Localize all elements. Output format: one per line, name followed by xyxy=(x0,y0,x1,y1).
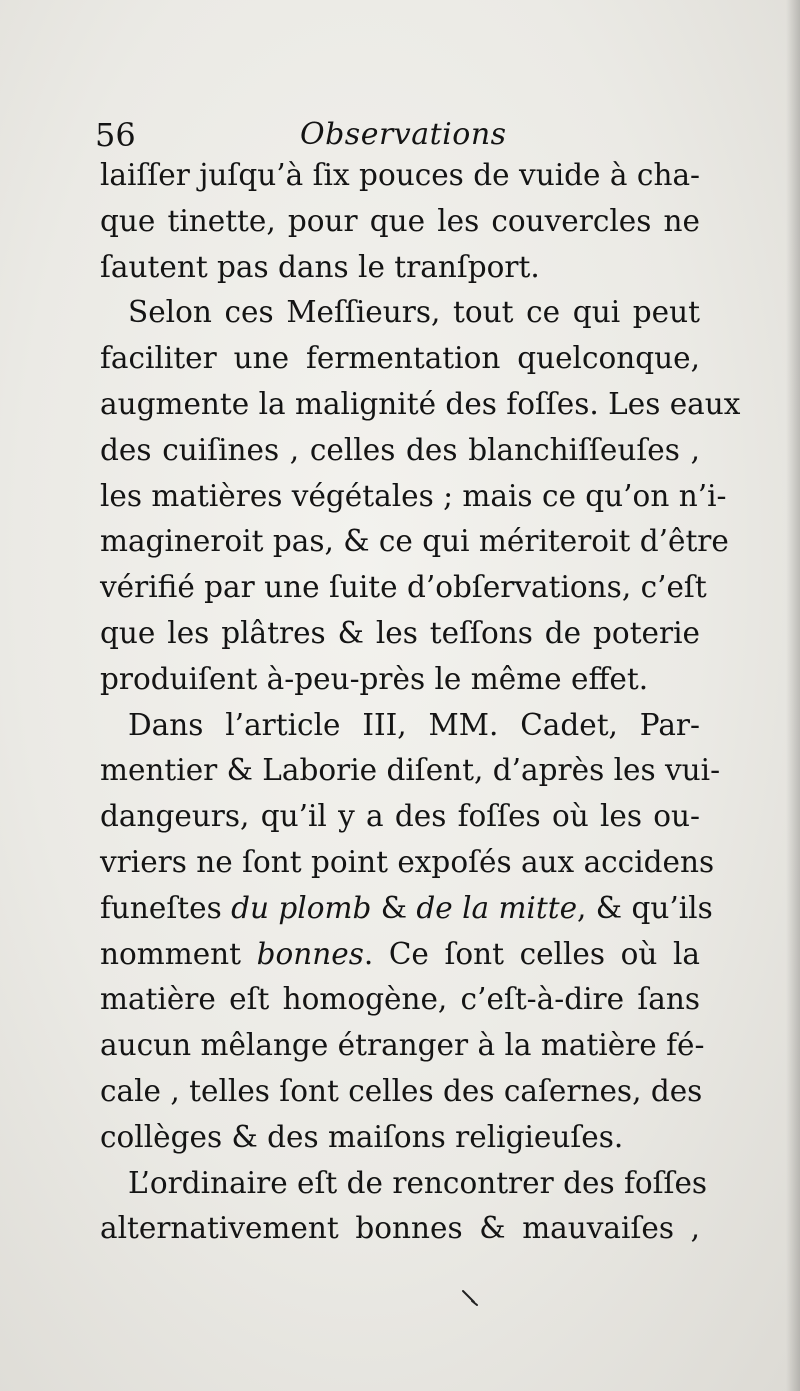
text-segment: des cuiſines , celles des blanchiſſeuſes , xyxy=(100,432,700,467)
text-segment: les matières végétales ; mais ce qu’on n’i- xyxy=(100,478,727,513)
text-segment: . Ce ſont celles où la xyxy=(363,936,700,971)
text-segment: magineroit pas, & ce qui mériteroit d’être xyxy=(100,524,729,559)
text-segment: L’ordinaire eſt de rencontrer des foſſes xyxy=(128,1165,708,1200)
ink-mark xyxy=(460,1288,480,1308)
italic-segment: de la mitte xyxy=(416,890,578,925)
text-segment: aucun mêlange étranger à la matière fé- xyxy=(100,1028,705,1063)
text-segment: matière eſt homogène, c’eſt-à-dire ſans xyxy=(100,982,700,1017)
text-segment: funeſtes xyxy=(100,890,232,925)
running-head-title: Observations xyxy=(300,117,507,152)
text-line xyxy=(100,290,700,336)
text-segment: que tinette, pour que les couvercles ne xyxy=(100,203,700,238)
text-line xyxy=(100,840,715,886)
text-segment: & xyxy=(371,890,417,925)
page-number: 56 xyxy=(95,116,136,154)
text-line xyxy=(100,932,700,978)
page-edge-shadow xyxy=(786,0,800,1391)
text-segment: dangeurs, qu’il y a des foſſes où les ou- xyxy=(100,799,700,834)
text-segment: laiſſer juſqu’à ſix pouces de vuide à cha- xyxy=(100,158,700,192)
text-segment: alternativement bonnes & mauvaiſes , xyxy=(100,1211,700,1246)
body-text xyxy=(100,153,741,1252)
text-segment: cale , telles ſont celles des caſernes, des xyxy=(100,1073,703,1108)
text-segment: produiſent à-peu-près le même effet. xyxy=(100,661,649,696)
text-segment: faciliter une fermentation quelconque, xyxy=(100,341,700,376)
italic-segment: du plomb xyxy=(231,890,372,925)
text-segment: ſautent pas dans le tranſport. xyxy=(100,249,540,284)
text-line xyxy=(100,1206,700,1252)
text-line xyxy=(100,794,700,840)
text-segment: vriers ne ſont point expoſés aux accidens xyxy=(100,844,715,879)
text-line xyxy=(100,657,700,703)
text-line xyxy=(100,336,700,382)
text-line xyxy=(100,1023,705,1069)
text-segment: vérifié par une ſuite d’obſervations, c’eſt xyxy=(100,570,707,605)
text-line xyxy=(100,153,700,199)
text-line xyxy=(100,611,700,657)
text-line xyxy=(100,748,721,794)
text-line xyxy=(100,977,700,1023)
text-segment: , & qu’ils xyxy=(577,890,713,925)
text-line xyxy=(100,1069,703,1115)
text-segment: Dans l’article III, MM. Cadet, Par- xyxy=(128,707,700,742)
text-line xyxy=(100,1161,708,1207)
italic-segment: bonnes xyxy=(256,936,364,971)
text-line xyxy=(100,1115,700,1161)
text-segment: mentier & Laborie diſent, d’après les vui- xyxy=(100,753,721,788)
text-line xyxy=(100,703,700,749)
text-segment: nomment xyxy=(100,936,257,971)
text-segment: augmente la malignité des foſſes. Les eaux xyxy=(100,386,741,421)
text-line xyxy=(100,565,707,611)
text-line xyxy=(100,474,727,520)
text-segment: collèges & des maiſons religieuſes. xyxy=(100,1119,624,1154)
text-line xyxy=(100,519,729,565)
text-line xyxy=(100,428,700,474)
text-segment: Selon ces Meſſieurs, tout ce qui peut xyxy=(128,295,700,330)
text-line xyxy=(100,199,700,245)
text-segment: que les plâtres & les teſſons de poterie xyxy=(100,615,700,650)
text-line xyxy=(100,245,700,291)
text-line xyxy=(100,382,741,428)
text-line xyxy=(100,886,713,932)
